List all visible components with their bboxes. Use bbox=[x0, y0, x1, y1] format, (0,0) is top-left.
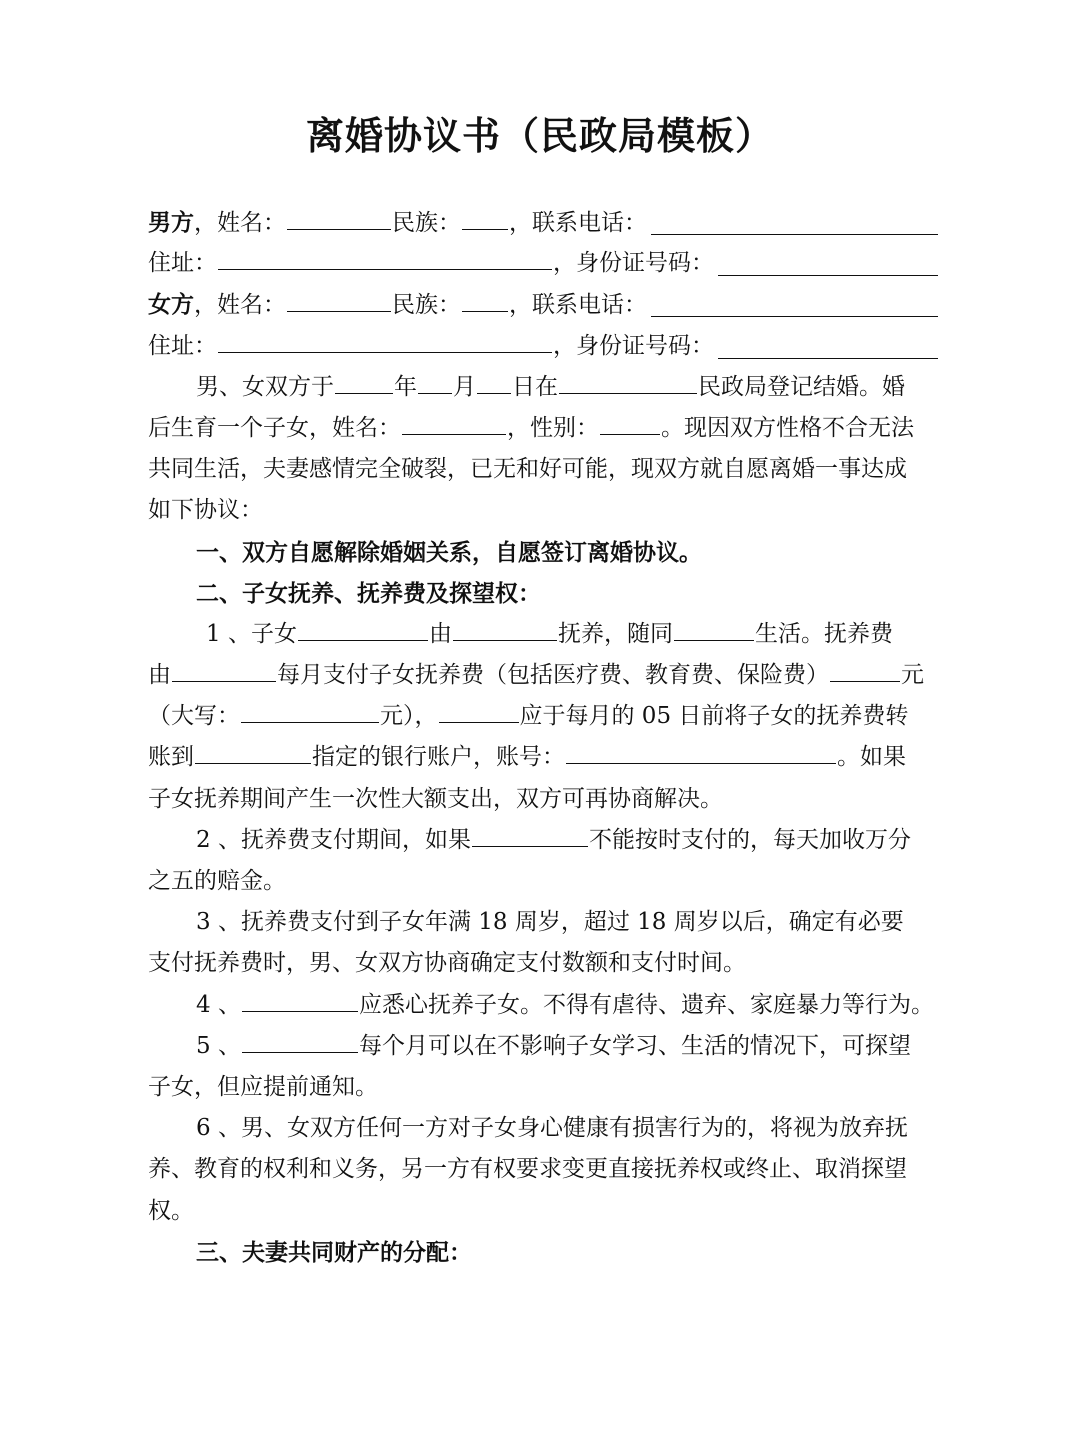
amount-words-blank bbox=[241, 696, 379, 723]
female-address-blank bbox=[218, 326, 552, 353]
intro-line-4: 如下协议： bbox=[148, 497, 263, 524]
clause-1-line-5: 子女抚养期间产生一次性大额支出，双方可再协商解决。 bbox=[148, 785, 723, 812]
clause-text: 元 bbox=[901, 662, 924, 689]
agreement-body bbox=[148, 202, 938, 1273]
clause-2-line-1 bbox=[148, 820, 938, 861]
clause-text: 4 、 bbox=[196, 991, 241, 1018]
month-blank bbox=[418, 367, 452, 394]
clause-3-line-1: 3 、抚养费支付到子女年满 18 周岁，超过 18 周岁以后，确定有必要 bbox=[196, 909, 904, 936]
clause-text: 由 bbox=[148, 662, 171, 689]
late-payer-blank bbox=[472, 820, 588, 847]
clause-text: 账到 bbox=[148, 744, 194, 771]
intro-text: 后生育一个子女，姓名： bbox=[148, 414, 401, 441]
transferer-blank bbox=[439, 696, 519, 723]
clause-text: 5 、 bbox=[196, 1032, 241, 1059]
clause-1-line-2 bbox=[148, 655, 938, 696]
day-label: 日在 bbox=[512, 373, 558, 400]
clause-text: 由 bbox=[428, 620, 452, 647]
bureau-blank bbox=[559, 367, 697, 394]
clause-6-line-1: 6 、男、女双方任何一方对子女身心健康有损害行为的，将视为放弃抚 bbox=[196, 1115, 908, 1142]
clause-text: 抚养，随同 bbox=[557, 620, 673, 647]
female-info-line bbox=[148, 284, 938, 325]
child-blank bbox=[298, 614, 428, 641]
female-phone-blank bbox=[651, 290, 938, 317]
clause-6-line-2: 养、教育的权利和义务，另一方有权要求变更直接抚养权或终止、取消探望 bbox=[148, 1156, 907, 1183]
female-id-blank bbox=[718, 332, 938, 359]
ethnicity-label: 民族： bbox=[392, 210, 461, 236]
id-label: ，身份证号码： bbox=[553, 250, 714, 277]
section-1-heading: 一、双方自愿解除婚姻关系，自愿签订离婚协议。 bbox=[196, 538, 702, 566]
clause-6-line-3: 权。 bbox=[148, 1197, 194, 1224]
amount-blank bbox=[830, 655, 900, 682]
male-id-blank bbox=[718, 249, 938, 276]
male-name-blank bbox=[287, 203, 391, 230]
clause-1-line-3 bbox=[148, 696, 938, 737]
female-address-line bbox=[148, 326, 938, 367]
gender-blank bbox=[600, 408, 660, 435]
clause-4-line-1 bbox=[148, 985, 938, 1026]
intro-text: 男、女双方于 bbox=[196, 373, 334, 400]
name-label: ，姓名： bbox=[194, 292, 286, 319]
intro-line-2 bbox=[148, 408, 938, 449]
clause-text: 。如果 bbox=[837, 744, 906, 771]
day-blank bbox=[477, 367, 511, 394]
visitor-blank bbox=[242, 1026, 358, 1053]
section-3-heading: 三、夫妻共同财产的分配： bbox=[196, 1238, 472, 1266]
phone-label: ，联系电话： bbox=[509, 292, 647, 319]
clause-text: 每个月可以在不影响子女学习、生活的情况下，可探望 bbox=[358, 1032, 911, 1059]
intro-text: 。现因双方性格不合无法 bbox=[661, 414, 914, 441]
male-phone-blank bbox=[651, 208, 938, 235]
clause-text: 每月支付子女抚养费（包括医疗费、教育费、保险费） bbox=[277, 662, 829, 689]
male-ethnicity-blank bbox=[462, 203, 508, 230]
female-name-blank bbox=[287, 285, 391, 312]
intro-line-1 bbox=[148, 367, 938, 408]
recipient-blank bbox=[195, 737, 311, 764]
clause-text: 1 、子女 bbox=[206, 620, 297, 647]
child-name-blank bbox=[402, 408, 506, 435]
custodian-blank bbox=[453, 614, 557, 641]
phone-label: ，联系电话： bbox=[509, 210, 647, 236]
intro-line-3: 共同生活，夫妻感情完全破裂，已无和好可能，现双方就自愿离婚一事达成 bbox=[148, 456, 907, 483]
year-blank bbox=[335, 367, 393, 394]
section-2-heading: 二、子女抚养、抚养费及探望权： bbox=[196, 579, 541, 607]
name-label: ，姓名： bbox=[194, 210, 286, 236]
clause-text: 2 、抚养费支付期间，如果 bbox=[196, 826, 471, 853]
caregiver-blank bbox=[242, 985, 358, 1012]
male-address-line bbox=[148, 243, 938, 284]
female-label: 女方 bbox=[148, 291, 194, 319]
id-label: ，身份证号码： bbox=[553, 332, 714, 359]
payer-blank bbox=[172, 655, 276, 682]
clause-1-line-4 bbox=[148, 737, 938, 778]
clause-text: 不能按时支付的，每天加收万分 bbox=[588, 826, 911, 853]
gender-label: ，性别： bbox=[507, 414, 599, 441]
clause-text: 指定的银行账户，账号： bbox=[312, 744, 565, 771]
clause-2-line-2: 之五的赔金。 bbox=[148, 868, 286, 894]
living-with-blank bbox=[674, 614, 754, 641]
clause-text: 应悉心抚养子女。不得有虐待、遗弃、家庭暴力等行为。 bbox=[358, 991, 934, 1018]
address-label: 住址： bbox=[148, 250, 217, 277]
address-label: 住址： bbox=[148, 332, 217, 359]
clause-5-line-2: 子女，但应提前通知。 bbox=[148, 1073, 378, 1100]
clause-3-line-2: 支付抚养费时，男、女双方协商确定支付数额和支付时间。 bbox=[148, 950, 746, 977]
page-title: 离婚协议书（民政局模板） bbox=[305, 113, 774, 158]
female-ethnicity-blank bbox=[462, 285, 508, 312]
clause-text: （大写： bbox=[148, 703, 240, 730]
year-label: 年 bbox=[394, 373, 417, 400]
ethnicity-label: 民族： bbox=[392, 292, 461, 319]
clause-text: 应于每月的 05 日前将子女的抚养费转 bbox=[519, 703, 909, 730]
account-number-blank bbox=[566, 737, 836, 764]
male-address-blank bbox=[218, 243, 552, 270]
intro-text: 民政局登记结婚。婚 bbox=[698, 373, 905, 400]
male-label: 男方 bbox=[148, 209, 194, 236]
clause-text: 元）， bbox=[380, 703, 438, 730]
clause-1-line-1 bbox=[148, 614, 938, 655]
clause-5-line-1 bbox=[148, 1026, 938, 1067]
clause-text: 生活。抚养费 bbox=[754, 620, 893, 647]
male-info-line bbox=[148, 202, 938, 243]
month-label: 月 bbox=[453, 373, 476, 400]
